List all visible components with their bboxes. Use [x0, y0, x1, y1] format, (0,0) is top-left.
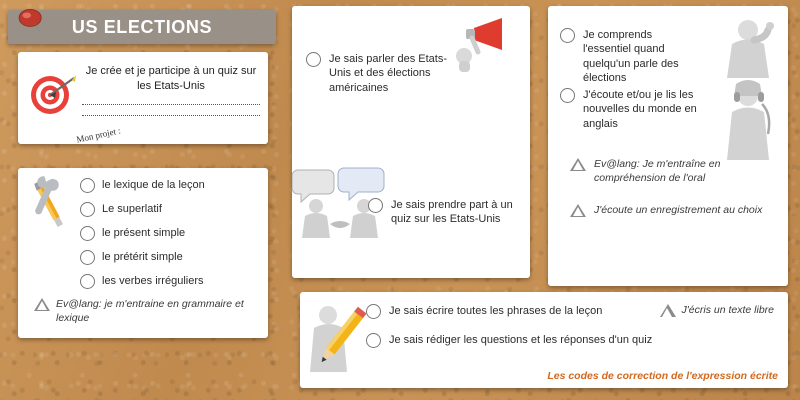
checkbox-circle[interactable]: [80, 202, 95, 217]
grammar-item-row[interactable]: [80, 178, 258, 193]
checkbox-circle[interactable]: [80, 226, 95, 241]
listening-note-row[interactable]: [570, 204, 765, 218]
speaking-item-label: Je sais parler des Etats-Unis et des élections américaines: [329, 53, 447, 94]
grammar-item-row[interactable]: [80, 274, 258, 289]
grammar-item-label: Le superlatif: [102, 203, 162, 216]
grammar-item-label: le prétérit simple: [102, 251, 183, 264]
grammar-footer-label: Ev@lang: je m'entraine en grammaire et lexique: [56, 298, 244, 324]
listening-item-label: J'écoute et/ou je lis les nouvelles du monde en anglais: [583, 89, 697, 130]
megaphone-icon: [448, 16, 512, 72]
checkbox-circle[interactable]: [366, 304, 381, 319]
target-dartboard-icon: [26, 70, 76, 120]
grammar-item-row[interactable]: [80, 202, 258, 217]
project-text: Je crée et je participe à un quiz sur les Etats-Unis: [85, 65, 257, 92]
checkbox-circle[interactable]: [368, 198, 383, 213]
writing-card: [300, 292, 788, 388]
pencil-writing-person-icon: [304, 302, 366, 374]
triangle-marker-icon[interactable]: [660, 304, 676, 317]
triangle-marker-icon[interactable]: [570, 158, 586, 171]
project-label: Mon projet :: [75, 125, 122, 145]
tools-wrench-screwdriver-icon: [24, 176, 76, 234]
grammar-item-label: le présent simple: [102, 227, 186, 240]
grammar-item-label: le lexique de la leçon: [102, 179, 205, 192]
checkbox-circle[interactable]: [306, 52, 321, 67]
listening-item-label: Je comprends l'essentiel quand quelqu'un parle des élections: [583, 29, 679, 84]
page-title-banner: [8, 10, 276, 44]
writing-free-note-row[interactable]: [660, 304, 774, 318]
speaking-item-row[interactable]: [368, 198, 513, 227]
writing-item-row[interactable]: [366, 333, 666, 348]
triangle-marker-icon[interactable]: [34, 298, 50, 311]
grammar-item-row[interactable]: [80, 250, 258, 265]
writing-footer-label: Les codes de correction de l'expression écrite: [547, 370, 778, 382]
writing-free-note-label: J'écris un texte libre: [681, 304, 774, 316]
speaking-card: [292, 6, 530, 278]
project-blank-line-1[interactable]: [82, 103, 260, 105]
speaking-item-row[interactable]: [306, 52, 456, 95]
listening-note-label: Ev@lang: Je m'entraîne en compréhension de l'oral: [594, 158, 721, 184]
listening-note-label: J'écoute un enregistrement au choix: [594, 204, 763, 216]
checkbox-circle[interactable]: [80, 250, 95, 265]
checkbox-circle[interactable]: [80, 274, 95, 289]
listening-card: [548, 6, 788, 286]
checkbox-circle[interactable]: [366, 333, 381, 348]
listening-item-row[interactable]: [560, 28, 700, 85]
writing-item-label: Je sais rédiger les questions et les réponses d'un quiz: [389, 334, 653, 346]
speaking-item-label: Je sais prendre part à un quiz sur les Etats-Unis: [391, 199, 513, 226]
person-listening-headphones-icon: [716, 80, 782, 162]
grammar-item-row[interactable]: [80, 226, 258, 241]
grammar-footer-row[interactable]: [34, 298, 258, 325]
listening-note-row[interactable]: [570, 158, 755, 185]
listening-item-row[interactable]: [560, 88, 700, 131]
thinking-person-icon: [714, 14, 784, 80]
red-pushpin-icon: [14, 6, 48, 40]
grammar-item-label: les verbes irréguliers: [102, 275, 204, 288]
writing-item-label: Je sais écrire toutes les phrases de la leçon: [389, 305, 603, 318]
grammar-vocabulary-card: [18, 168, 268, 338]
triangle-marker-icon[interactable]: [570, 204, 586, 217]
checkbox-circle[interactable]: [560, 28, 575, 43]
page-title: US ELECTIONS: [71, 16, 213, 37]
checkbox-circle[interactable]: [560, 88, 575, 103]
project-blank-line-2[interactable]: [82, 114, 260, 116]
checkbox-circle[interactable]: [80, 178, 95, 193]
project-card: [18, 52, 268, 144]
